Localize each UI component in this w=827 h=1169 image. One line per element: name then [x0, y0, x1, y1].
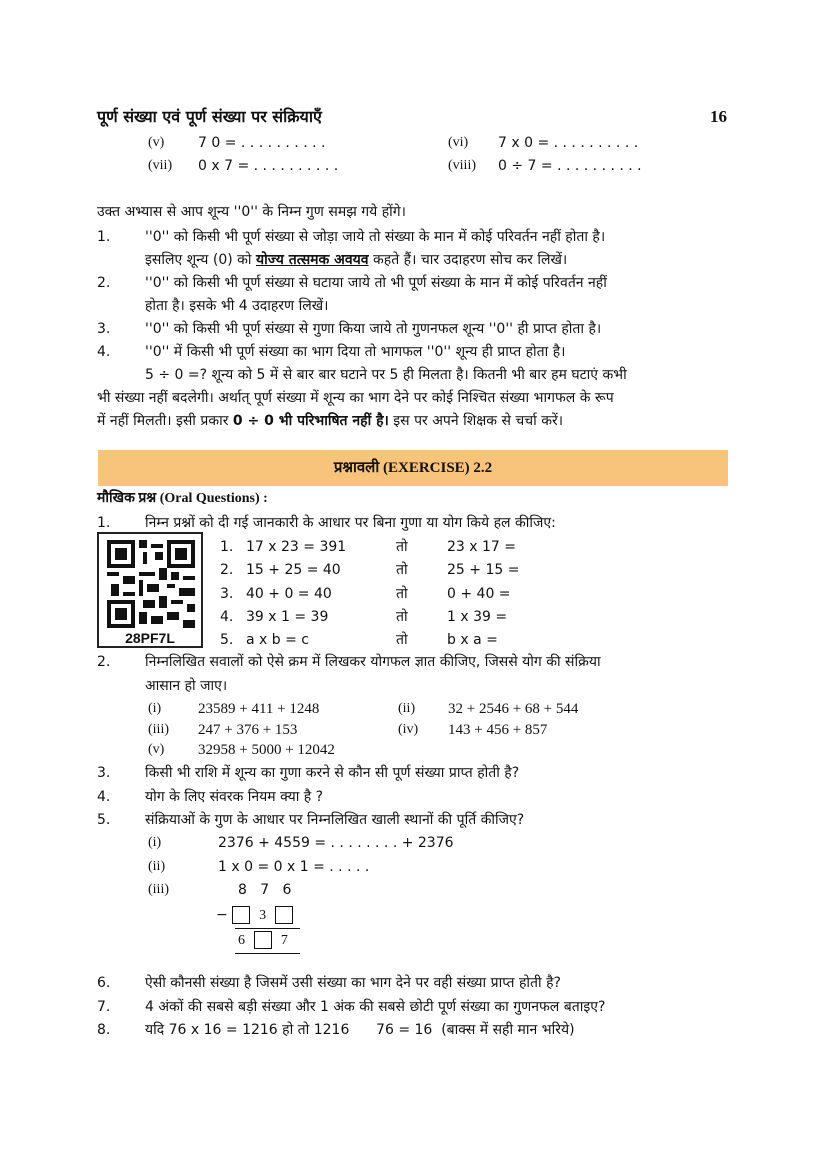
- list-number: 4.: [97, 344, 111, 360]
- sub-number: (ii): [148, 859, 166, 874]
- oral-heading: मौखिक प्रश्न (Oral Questions) :: [97, 491, 268, 506]
- digit: 7: [280, 933, 288, 948]
- given: 15 + 25 = 40: [246, 562, 341, 578]
- ask: 1 x 39 =: [447, 609, 508, 625]
- question-text: योग के लिए संवरक नियम क्या है ?: [145, 789, 324, 805]
- expression: 32958 + 5000 + 12042: [198, 742, 335, 758]
- digit: 6: [238, 933, 245, 948]
- expression: 1 x 0 = 0 x 1 = . . . . .: [218, 859, 370, 875]
- qr-pattern-icon: [107, 540, 195, 628]
- list-number: 3.: [97, 321, 111, 337]
- property-text: ''0'' में किसी भी पूर्ण संख्या का भाग दिया तो भागफल ''0'' शून्य ही प्राप्त होता है।: [145, 344, 566, 360]
- exercise-banner: प्रश्नावली (EXERCISE) 2.2: [98, 450, 728, 486]
- then: तो: [396, 586, 408, 602]
- ask: b x a =: [447, 632, 498, 648]
- paragraph-line: भी संख्या नहीं बदलेगी। अर्थात् पूर्ण संख्या में शून्य का भाग देने पर कोई निश्चित संख्या भागफल के रूप: [97, 390, 614, 406]
- minuend: 8 7 6: [238, 882, 292, 898]
- item-expr: 7 x 0 = . . . . . . . . . .: [498, 135, 639, 151]
- ask: 25 + 15 =: [447, 562, 520, 578]
- then: तो: [396, 609, 408, 625]
- question-number: 6.: [97, 975, 111, 991]
- expression: 247 + 376 + 153: [198, 722, 298, 738]
- question-number: 1.: [97, 515, 111, 531]
- property-text: [145, 250, 567, 270]
- text: इसलिए शून्य (0) को: [145, 252, 256, 268]
- expression: 23589 + 411 + 1248: [198, 701, 320, 717]
- then: तो: [396, 562, 408, 578]
- bold-text: 0 ÷ 0 भी परिभाषित नहीं है।: [232, 413, 389, 429]
- text: में नहीं मिलती। इसी प्रकार: [97, 413, 233, 429]
- difference-row: [238, 930, 288, 951]
- list-number: 2.: [97, 275, 111, 291]
- question-text: यदि 76 x 16 = 1216 हो तो 1216 76 = 16 (बाक्स में सही मान भरिये): [145, 1022, 575, 1038]
- blank-box[interactable]: [275, 906, 293, 924]
- question-number: 3.: [97, 765, 111, 781]
- key-term: योज्य तत्समक अवयव: [255, 252, 369, 268]
- question-text: निम्न प्रश्नों को दी गई जानकारी के आधार पर बिना गुणा या योग किये हल कीजिए:: [145, 515, 556, 531]
- paragraph-line: 5 ÷ 0 =? शून्य को 5 में से बार बार घटाने पर 5 ही मिलता है। कितनी भी बार हम घटाएं कभी: [145, 367, 627, 383]
- item-label: (vii): [148, 158, 173, 173]
- item-label: (viii): [448, 158, 476, 173]
- page-number: 16: [710, 107, 727, 126]
- expression: 143 + 456 + 857: [448, 722, 548, 738]
- paragraph-line: [97, 411, 563, 431]
- sub-number: 1.: [220, 539, 234, 555]
- question-text: 4 अंकों की सबसे बड़ी संख्या और 1 अंक की सबसे छोटी पूर्ण संख्या का गुणनफल बताइए?: [145, 999, 606, 1015]
- expression: 32 + 2546 + 68 + 544: [448, 701, 579, 717]
- sub-number: (iv): [398, 722, 419, 737]
- minus-sign: −: [216, 907, 228, 923]
- question-number: 4.: [97, 789, 111, 805]
- item-expr: 0 ÷ 7 = . . . . . . . . . .: [498, 158, 642, 174]
- question-number: 5.: [97, 812, 111, 828]
- property-text: ''0'' को किसी भी पूर्ण संख्या से घटाया जाये तो भी पूर्ण संख्या के मान में कोई परिवर्तन नहीं: [145, 275, 607, 291]
- question-number: 2.: [97, 654, 111, 670]
- given: 40 + 0 = 40: [246, 586, 332, 602]
- sub-number: (i): [148, 701, 162, 716]
- text: इस पर अपने शिक्षक से चर्चा करें।: [388, 413, 564, 429]
- property-text: ''0'' को किसी भी पूर्ण संख्या से गुणा किया जाये तो गुणनफल शून्य ''0'' ही प्राप्त होता है।: [145, 321, 602, 337]
- sub-number: 2.: [220, 562, 234, 578]
- question-text: किसी भी राशि में शून्य का गुणा करने से कौन सी पूर्ण संख्या प्राप्त होती है?: [145, 765, 520, 781]
- qr-code-label: 28PF7L: [125, 630, 175, 646]
- property-text: ''0'' को किसी भी पूर्ण संख्या से जोड़ा जाये तो संख्या के मान में कोई परिवर्तन नहीं होता है।: [145, 229, 606, 245]
- sub-number: (iii): [148, 882, 169, 897]
- item-expr: 7 0 = . . . . . . . . . .: [198, 135, 326, 151]
- question-text: निम्नलिखित सवालों को ऐसे क्रम में लिखकर योगफल ज्ञात कीजिए, जिससे योग की संक्रिया: [145, 654, 601, 670]
- blank-box[interactable]: [254, 931, 272, 949]
- subtrahend-row: [216, 905, 293, 926]
- expression: 2376 + 4559 = . . . . . . . . + 2376: [218, 835, 454, 851]
- sub-number: (i): [148, 835, 162, 850]
- question-number: 7.: [97, 999, 111, 1015]
- item-label: (vi): [448, 135, 469, 150]
- blank-box[interactable]: [232, 906, 250, 924]
- then: तो: [396, 632, 408, 648]
- then: तो: [396, 539, 408, 555]
- sum-line: [235, 953, 300, 954]
- sub-number: 4.: [220, 609, 234, 625]
- list-number: 1.: [97, 229, 111, 245]
- item-label: (v): [148, 135, 165, 150]
- sub-number: 5.: [220, 632, 234, 648]
- sub-number: (iii): [148, 722, 169, 737]
- given: 39 x 1 = 39: [246, 609, 329, 625]
- qr-code[interactable]: [97, 532, 203, 648]
- sub-number: (ii): [398, 701, 416, 716]
- ask: 0 + 40 =: [447, 586, 511, 602]
- sub-number: (v): [148, 742, 165, 757]
- intro-text: उक्त अभ्यास से आप शून्य ''0'' के निम्न गुण समझ गये होंगे।: [97, 204, 406, 220]
- sum-line: [235, 928, 300, 929]
- ask: 23 x 17 =: [447, 539, 516, 555]
- text: कहते हैं। चार उदाहरण सोच कर लिखें।: [368, 252, 568, 268]
- item-expr: 0 x 7 = . . . . . . . . . .: [198, 158, 339, 174]
- given: 17 x 23 = 391: [246, 539, 347, 555]
- question-text: आसान हो जाए।: [145, 678, 228, 694]
- question-text: संक्रियाओं के गुण के आधार पर निम्नलिखित खाली स्थानों की पूर्ति कीजिए?: [145, 812, 525, 828]
- question-number: 8.: [97, 1022, 111, 1038]
- given: a x b = c: [246, 632, 309, 648]
- sub-number: 3.: [220, 586, 234, 602]
- digit: 3: [259, 908, 267, 923]
- chapter-title: पूर्ण संख्या एवं पूर्ण संख्या पर संक्रियाएँ: [97, 107, 322, 126]
- property-text: होता है। इसके भी 4 उदाहरण लिखें।: [145, 298, 329, 314]
- question-text: ऐसी कौनसी संख्या है जिसमें उसी संख्या का भाग देने पर वही संख्या प्राप्त होती है?: [145, 975, 561, 991]
